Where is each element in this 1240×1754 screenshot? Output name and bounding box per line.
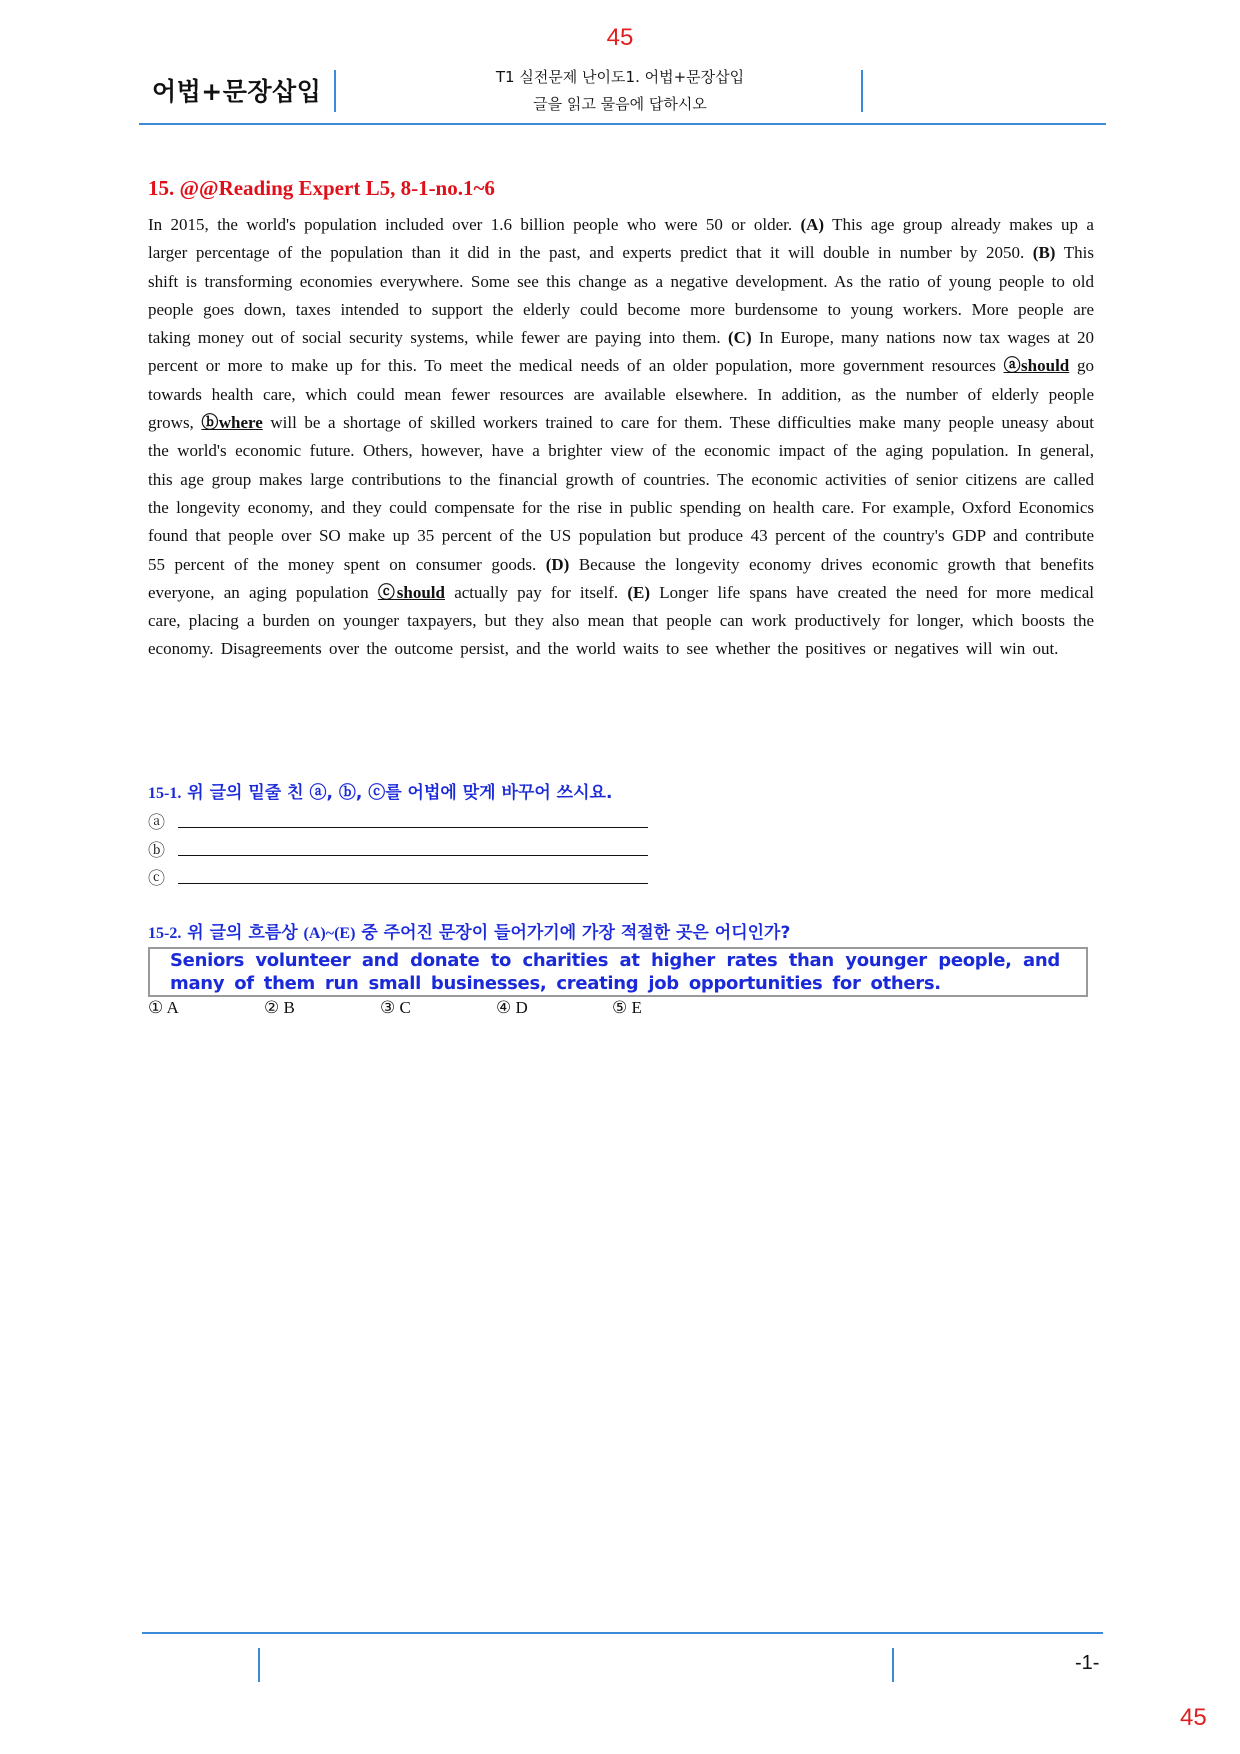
- header-subtitle: T1 실전문제 난이도1. 어법+문장삽입: [495, 68, 745, 86]
- header-divider-right: [861, 70, 863, 112]
- underlined-c: ⓒshould: [377, 582, 445, 602]
- section-title: 어법+문장삽입: [152, 77, 322, 106]
- marker-c: (C): [728, 328, 752, 348]
- page-number-bottom: 45: [1180, 1704, 1207, 1731]
- answer-line-c[interactable]: [178, 883, 648, 884]
- footer-divider-right: [892, 1648, 894, 1682]
- footer-page-label: -1-: [1075, 1652, 1100, 1674]
- header-divider-left: [334, 70, 336, 112]
- question-title: 15. @@Reading Expert L5, 8-1-no.1~6: [148, 176, 495, 200]
- footer-divider-left: [258, 1648, 260, 1682]
- choice-4[interactable]: ④ D: [496, 998, 528, 1017]
- answer-line-b[interactable]: [178, 855, 648, 856]
- reading-passage: In 2015, the world's population included over 1.6 billion people who were 50 or older. (A) This age group already makes up a larger percentage of the population than it did in the past, and experts predict that it will double in number by 2050. (B) This shift is transforming economies everywhere. Some see this change as a negative development. As the ratio of young people to old people goes down, taxes intended to support the elderly could become more burdensome to young workers. More people are taking money out of social security systems, while fewer are paying into them. (C) In Europe, many nations now tax wages at 20 percent or more to make up for this. To meet the medical needs of an older population, more government resources ⓐshould go towards health care, which could mean fewer resources are available elsewhere. In addition, as the number of elderly people grows, ⓑwhere will be a shortage of skilled workers trained to care for them. These difficulties make many people uneasy about the world's economic future. Others, however, have a brighter view of the economic impact of the aging population. In general, this age group makes large contributions to the financial growth of countries. The economic activities of senior citizens are called the longevity economy, and they could compensate for the rise in public spending on health care. For example, Oxford Economics found that people over SO make up 35 percent of the US population but produce 43 percent of the country's GDP and contribute 55 percent of the money spent on consumer goods. (D) Because the longevity economy drives economic growth that benefits everyone, an aging population ⓒshould actually pay for itself. (E) Longer life spans have created the need for more medical care, placing a burden on younger taxpayers, but they also mean that people can work productively for longer, which boosts the economy. Disagreements over the outcome persist, and the world waits to see whether the positives or negatives will win out.: [148, 215, 1095, 659]
- header-instruction: 글을 읽고 물음에 답하시오: [533, 95, 707, 113]
- subquestion-1: 15-1. 위 글의 밑줄 친 ⓐ, ⓑ, ⓒ를 어법에 맞게 바꾸어 쓰시요.: [148, 783, 613, 803]
- marker-e: (E): [627, 582, 651, 602]
- answer-line-a[interactable]: [178, 827, 648, 828]
- marker-d: (D): [545, 554, 570, 574]
- marker-b: (B): [1032, 243, 1056, 263]
- given-sentence: Seniors volunteer and donate to charities at higher rates than younger people, and many of them run small businesses, creating job opportunities for others.: [170, 950, 1060, 994]
- footer-rule: [142, 1632, 1103, 1634]
- answer-label-b: ⓑ: [148, 841, 165, 860]
- page-number-top: 45: [606, 24, 634, 51]
- marker-a: (A): [800, 215, 825, 234]
- choice-2[interactable]: ② B: [264, 998, 295, 1017]
- choice-5[interactable]: ⑤ E: [612, 998, 642, 1017]
- subquestion-2: 15-2. 위 글의 흐름상 (A)~(E) 중 주어진 문장이 들어가기에 가장 적절한 곳은 어디인가?: [148, 923, 791, 943]
- answer-label-a: ⓐ: [148, 813, 165, 832]
- underlined-a: ⓐshould: [1003, 356, 1070, 376]
- header-rule: [139, 123, 1106, 125]
- underlined-b: ⓑwhere: [201, 413, 263, 433]
- choice-1[interactable]: ① A: [148, 998, 179, 1017]
- answer-label-c: ⓒ: [148, 869, 165, 888]
- choice-3[interactable]: ③ C: [380, 998, 411, 1017]
